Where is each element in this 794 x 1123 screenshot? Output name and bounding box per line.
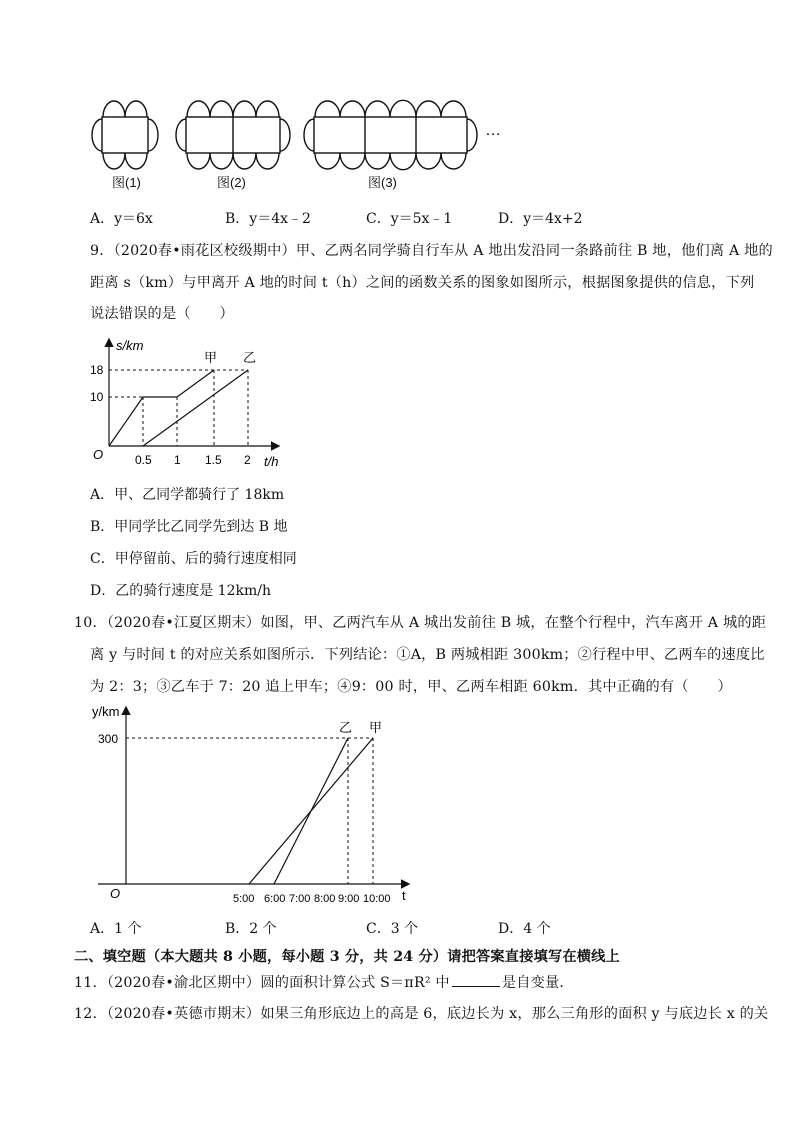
q10-xtick-8: 8:00 (314, 893, 336, 905)
q10-xtick-5: 5:00 (233, 893, 255, 905)
q8-option-b[interactable]: B．y＝4x﹣2 (225, 211, 311, 227)
q9-option-b[interactable]: B．甲同学比乙同学先到达 B 地 (90, 519, 288, 535)
q10-graph (88, 702, 418, 912)
q9-xtick-1: 1 (174, 453, 181, 467)
ellipsis: … (485, 122, 501, 139)
q11-answer-blank[interactable] (452, 974, 500, 987)
q9-xtick-2: 2 (244, 453, 251, 467)
q10-xtick-7: 7:00 (289, 893, 311, 905)
fig2-label: 图(2) (217, 175, 246, 190)
q12-text: 12．（2020春•英德市期末）如果三角形底边上的高是 6，底边长为 x，那么三角形的面积 y 与底边长 x 的关 (74, 1006, 769, 1022)
q11-text-before: 11．（2020春•渝北区期中）圆的面积计算公式 S＝πR² 中 (74, 975, 450, 991)
q9-option-a[interactable]: A．甲、乙同学都骑行了 18km (90, 487, 285, 503)
q10-label-yi: 乙 (339, 720, 353, 735)
q9-graph (88, 336, 288, 472)
q9-xlabel: t/h (264, 454, 279, 469)
q8-figures (85, 95, 525, 175)
q9-ytick-10: 10 (90, 390, 104, 404)
q10-ytick-300: 300 (98, 732, 119, 746)
q8-option-d[interactable]: D．y＝4x+2 (498, 211, 583, 227)
q9-text-line2: 距离 s（km）与甲离开 A 地的时间 t（h）之间的函数关系的图象如图所示，根据图象提供的信息，下列 (90, 275, 755, 291)
q10-xtick-6: 6:00 (264, 893, 286, 905)
q10-option-a[interactable]: A．1 个 (90, 921, 142, 937)
q9-ytick-18: 18 (90, 363, 104, 377)
q10-option-d[interactable]: D．4 个 (498, 921, 551, 937)
q10-xtick-10: 10:00 (363, 893, 391, 905)
q8-option-c[interactable]: C．y＝5x﹣1 (366, 211, 453, 227)
q9-label-jia: 甲 (204, 350, 218, 365)
q9-xtick-1.5: 1.5 (205, 453, 222, 467)
q10-xlabel: t (402, 888, 406, 903)
q11-text-after: 是自变量． (501, 975, 574, 991)
q9-ylabel: s/km (116, 338, 144, 353)
q10-origin: O (110, 886, 121, 901)
q9-option-c[interactable]: C．甲停留前、后的骑行速度相同 (90, 551, 297, 567)
section-2-heading: 二、填空题（本大题共 8 小题，每小题 3 分，共 24 分）请把答案直接填写在横线上 (74, 949, 620, 965)
q10-text-line1: 10．（2020春•江夏区期末）如图，甲、乙两汽车从 A 城出发前往 B 城，在整个行程中，汽车离开 A 城的距 (74, 615, 767, 631)
q11-text (74, 972, 574, 992)
fig1-label: 图(1) (112, 175, 141, 190)
q10-xtick-9: 9:00 (338, 893, 360, 905)
q9-xtick-0.5: 0.5 (135, 453, 152, 467)
q9-option-d[interactable]: D．乙的骑行速度是 12km/h (90, 583, 271, 599)
q10-label-jia: 甲 (369, 720, 383, 735)
q9-text-line3: 说法错误的是（ ） (90, 306, 234, 322)
q10-text-line2: 离 y 与时间 t 的对应关系如图所示．下列结论：①A，B 两城相距 300km；②行程中甲、乙两车的速度比 (90, 647, 765, 663)
q10-option-c[interactable]: C．3 个 (366, 921, 419, 937)
q10-option-b[interactable]: B．2 个 (225, 921, 277, 937)
fig3-label: 图(3) (368, 175, 397, 190)
q10-ylabel: y/km (92, 704, 120, 719)
q10-text-line3: 为 2：3；③乙车于 7：20 追上甲车；④9：00 时，甲、乙两车相距 60km．其中正确的有（ ） (90, 679, 732, 695)
q8-option-a[interactable]: A．y＝6x (90, 211, 153, 227)
q9-label-yi: 乙 (243, 350, 257, 365)
q9-origin: O (93, 447, 104, 462)
q9-text-line1: 9．（2020春•雨花区校级期中）甲、乙两名同学骑自行车从 A 地出发沿同一条路前往 B 地，他们离 A 地的 (90, 243, 773, 259)
